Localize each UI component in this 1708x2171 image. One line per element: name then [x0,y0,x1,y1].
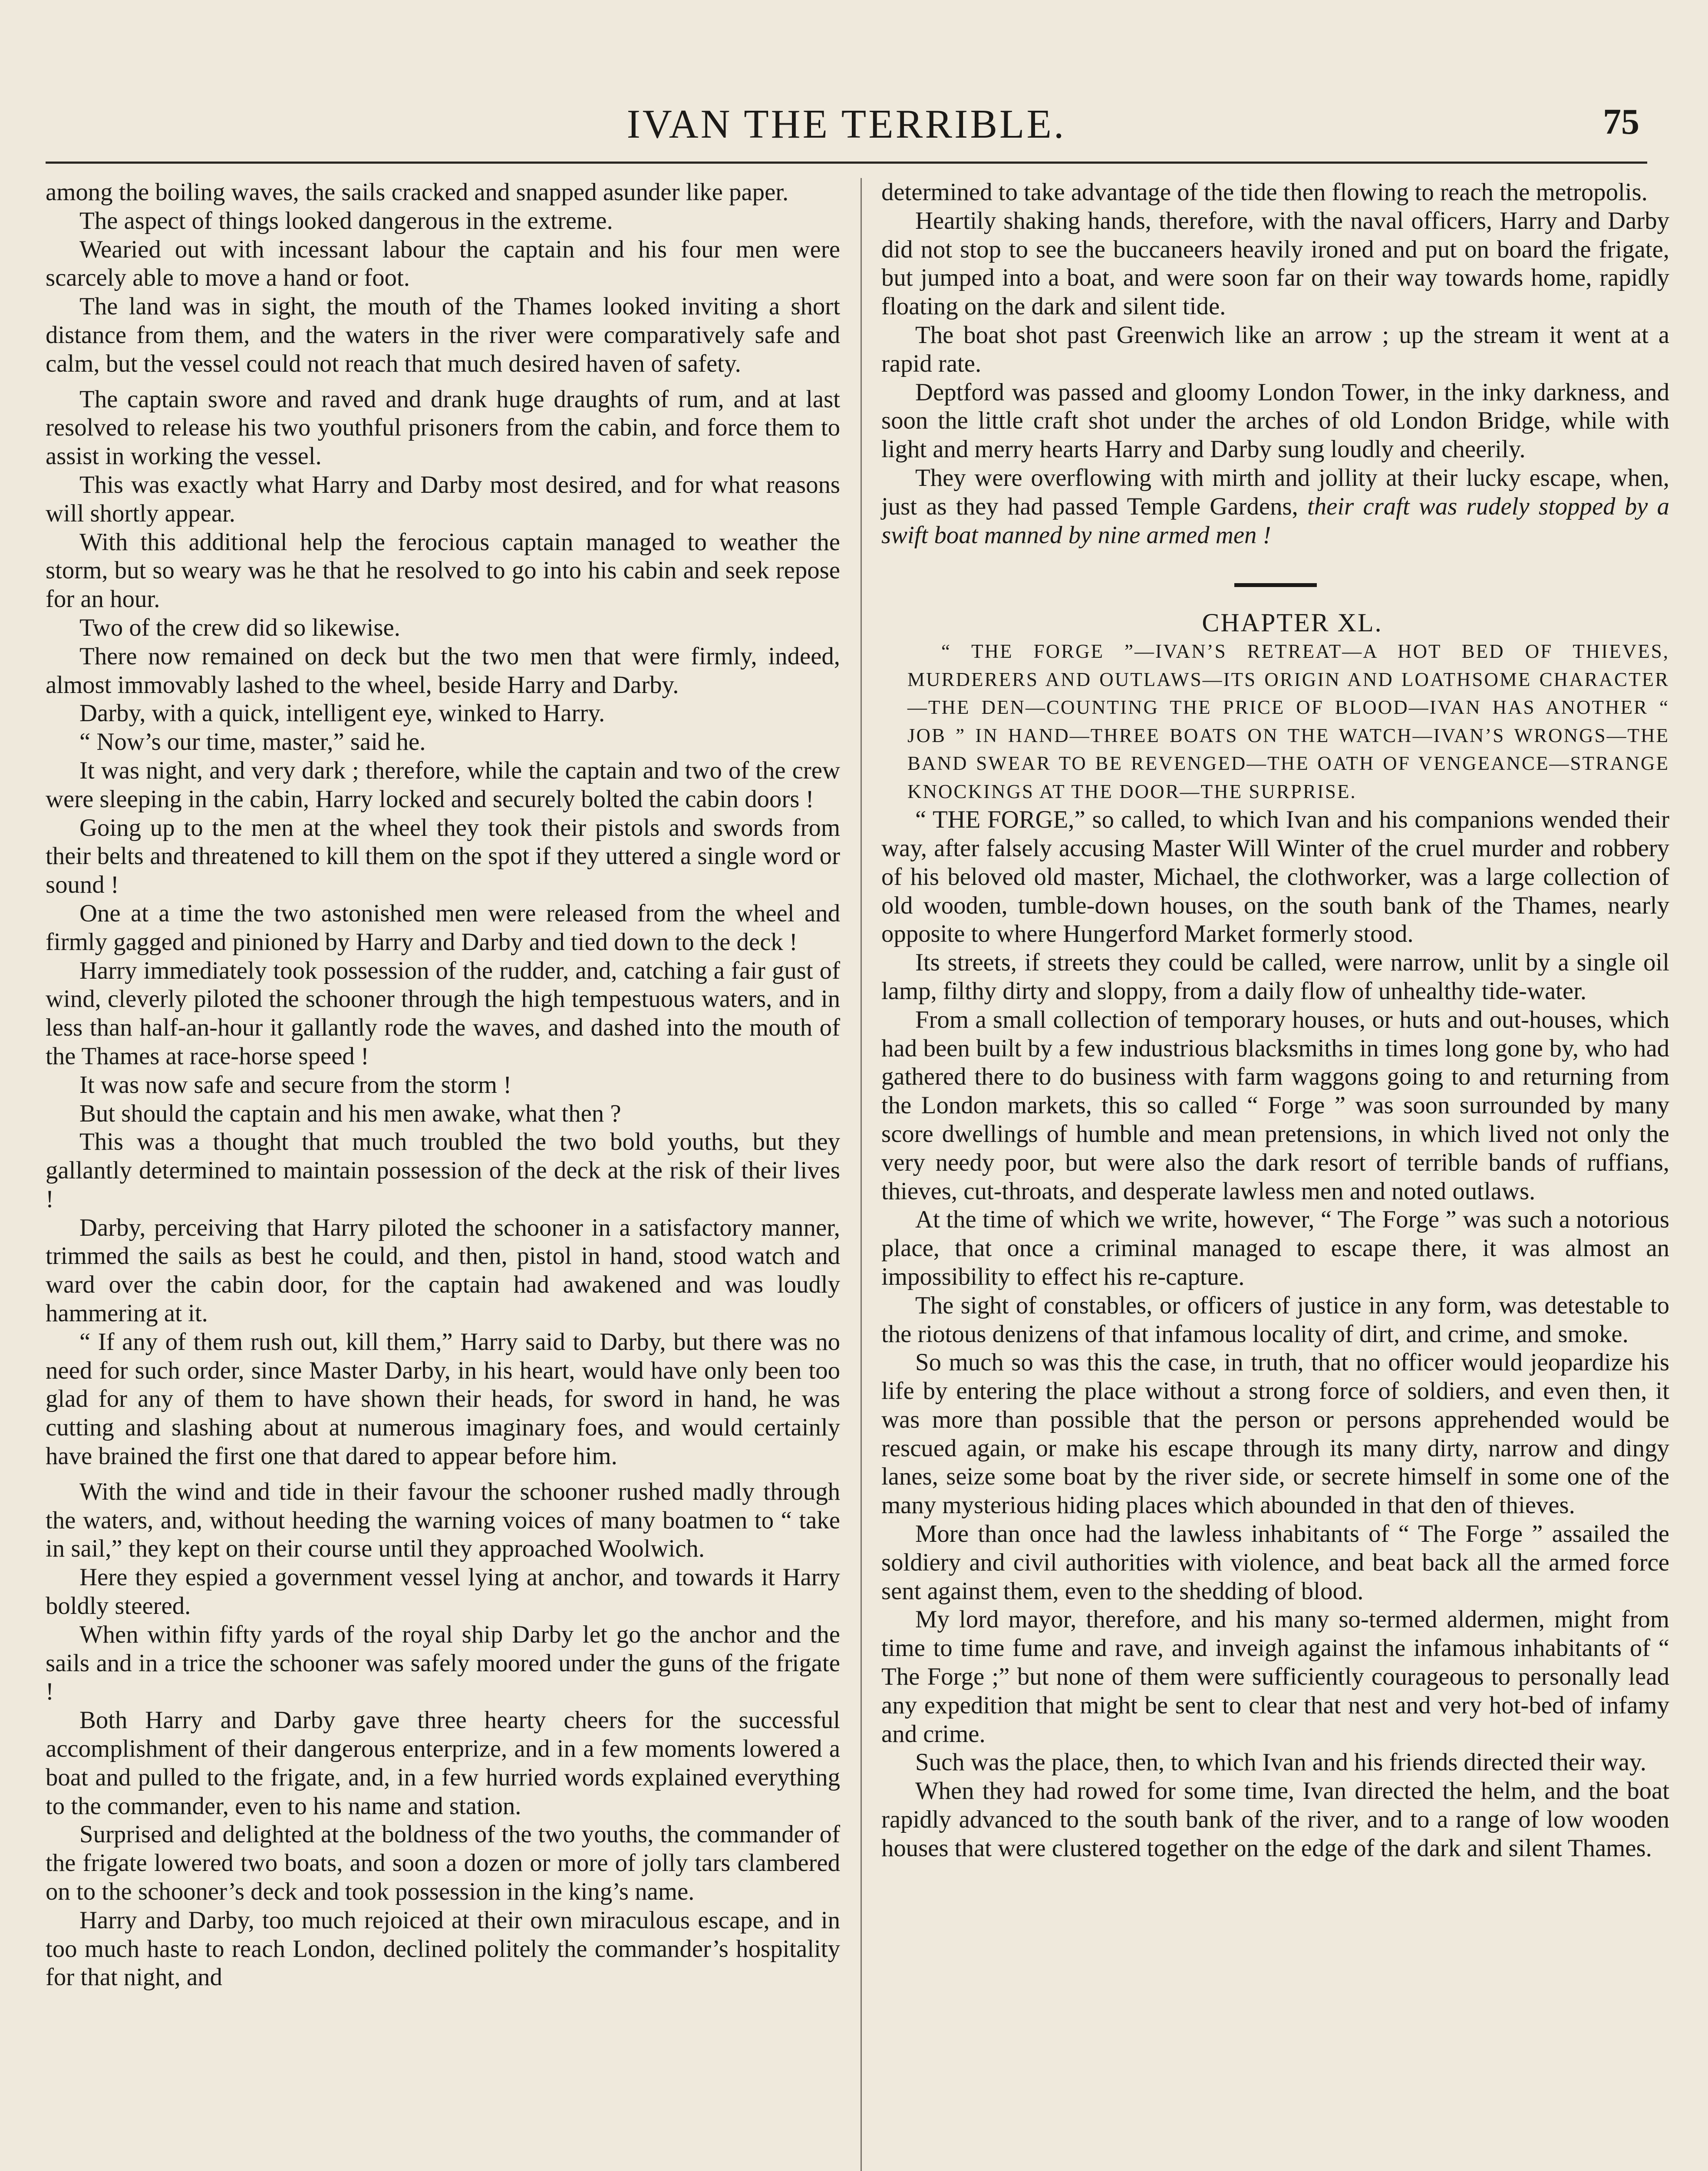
paragraph: This was a thought that much troubled the two bold youths, but they gallantly determined to maintain possession of the deck at the risk of their lives ! [46,1128,840,1213]
right-column-opening [881,178,1669,464]
paragraph: This was exactly what Harry and Darby most desired, and for what reasons will shortly appear. [46,471,840,527]
paragraph: The aspect of things looked dangerous in the extreme. [79,207,613,234]
column-divider [861,178,862,2171]
paragraph: Heartily shaking hands, therefore, with the naval officers, Harry and Darby did not stop to see the buccaneers heavily ironed and put on board the frigate, but jumped into a boat, and were soon far on their way towards home, rapidly floating on the dark and silent tide. [881,207,1669,320]
paragraph: It was now safe and secure from the storm ! [79,1071,512,1099]
paragraph: From a small collection of temporary houses, or huts and out-houses, which had been built by a few industrious blacksmiths in times long gone by, who had gathered there to do business with farm waggons going to and returning from the London markets, this so called “ Forge ” was soon surrounded by many score dwellings of humble and mean pretensions, in which lived not only the very needy poor, but were also the dark resort of terrible bands of ruffians, thieves, cut-throats, and desperate lawless men and noted outlaws. [881,1006,1669,1205]
paragraph: The boat shot past Greenwich like an arrow ; up the stream it went at a rapid rate. [881,321,1669,377]
paragraph: Deptford was passed and gloomy London Tower, in the inky darkness, and soon the little craft shot under the arches of old London Bridge, while with light and merry hearts Harry and Darby sung loudly and cheerily. [881,378,1669,463]
paragraph: Wearied out with incessant labour the captain and his four men were scarcely able to move a hand or foot. [46,235,840,292]
paragraph: At the time of which we write, however, “ The Forge ” was such a notorious place, that once a criminal managed to escape there, it was almost an impossibility to effect his re-capture. [881,1206,1669,1290]
paragraph: There now remained on deck but the two men that were firmly, indeed, almost immovably lashed to the wheel, beside Harry and Darby. [46,642,840,699]
paragraph-escape [881,464,1669,549]
paragraph: So much so was this the case, in truth, that no officer would jeopardize his life by entering the place without a strong force of soldiers, and even then, it was more than possible that the person or persons apprehended would be rescued again, or make his escape through its many dirty, narrow and dingy lanes, seize some boat by the river side, or secrete himself in some one of the many mysterious hiding places which abounded in that den of thieves. [881,1349,1669,1519]
left-column [46,178,840,1992]
running-head [46,96,1647,164]
paragraph: “ Now’s our time, master,” said he. [79,728,426,756]
paragraph: One at a time the two astonished men were released from the wheel and firmly gagged and pinioned by Harry and Darby and tied down to the deck ! [46,899,840,956]
paragraph: Its streets, if streets they could be called, were narrow, unlit by a single oil lamp, filthy dirty and sloppy, from a daily flow of unhealthy tide-water. [881,949,1669,1005]
paragraph: Darby, with a quick, intelligent eye, winked to Harry. [79,699,605,727]
paragraph: Surprised and delighted at the boldness of the two youths, the commander of the frigate lowered two boats, and soon a dozen or more of jolly tars clambered on to the schooner’s deck and took possession in the king’s name. [46,1821,840,1906]
escape-text: They were overflowing with mirth and jollity at their lucky escape, when, just as they had passed Temple Gardens, [881,464,1669,520]
right-column-chapter-text [881,805,1669,1862]
paragraph: Here they espied a government vessel lying at anchor, and towards it Harry boldly steered. [46,1564,840,1620]
right-column [881,178,1669,1863]
paragraph: With the wind and tide in their favour the schooner rushed madly through the waters, and, without heeding the warning voices of many boatmen to “ take in sail,” they kept on their course until they approached Woolwich. [46,1478,840,1563]
paragraph: “ THE FORGE,” so called, to which Ivan and his companions wended their way, after falsely accusing Master Will Winter of the cruel murder and robbery of his beloved old master, Michael, the clothworker, was a large collection of old wooden, tumble-down houses, on the south bank of the Thames, nearly opposite to where Hungerford Market formerly stood. [881,806,1669,948]
page-number: 75 [1603,102,1639,142]
paragraph: My lord mayor, therefore, and his many so-termed aldermen, might from time to time fume and rave, and inveigh against the infamous inhabitants of “ The Forge ;” but none of them were sufficiently courageous to personally lead any expedition that might be sent to clear that nest and very hot-bed of infamy and crime. [881,1606,1669,1748]
paragraph: It was night, and very dark ; therefore, while the captain and two of the crew were sleeping in the cabin, Harry locked and securely bolted the cabin doors ! [46,756,840,813]
paragraph: But should the captain and his men awake, what then ? [79,1099,621,1127]
paragraph: The sight of constables, or officers of justice in any form, was detestable to the riotous denizens of that infamous locality of dirt, and crime, and smoke. [881,1291,1669,1348]
paragraph: Darby, perceiving that Harry piloted the schooner in a satisfactory manner, trimmed the sails as best he could, and then, pistol in hand, stood watch and ward over the cabin door, for the captain had awakened and was loudly hammering at it. [46,1214,840,1327]
paragraph: Both Harry and Darby gave three hearty cheers for the successful accomplishment of their dangerous enterprize, and in a few moments lowered a boat and pulled to the frigate, and, in a few hurried words explained everything to the commander, even to his name and station. [46,1706,840,1820]
paragraph: When within fifty yards of the royal ship Darby let go the anchor and the sails and in a trice the schooner was safely moored under the guns of the frigate ! [46,1620,840,1706]
chapter-title: CHAPTER XL. [1202,608,1383,637]
paragraph: With this additional help the ferocious captain managed to weather the storm, but so weary was he that he resolved to go into his cabin and seek repose for an hour. [46,528,840,613]
paragraph: When they had rowed for some time, Ivan directed the helm, and the boat rapidly advanced to the south bank of the river, and to a range of low wooden houses that were clustered together on the edge of the dark and silent Thames. [881,1777,1669,1862]
escape-italic-text: their craft was rudely stopped by a swift boat manned by nine armed men ! [881,492,1669,549]
paragraph: Going up to the men at the wheel they took their pistols and swords from their belts and threatened to kill them on the spot if they uttered a single word or sound ! [46,814,840,899]
paragraph: Harry immediately took possession of the rudder, and, catching a fair gust of wind, cleverly piloted the schooner through the high tempestuous waters, and in less than half-an-hour it gallantly rode the waves, and dashed into the mouth of the Thames at race-horse speed ! [46,957,840,1070]
paragraph: Harry and Darby, too much rejoiced at their own miraculous escape, and in too much haste to reach London, declined politely the commander’s hospitality for that night, and [46,1906,840,1991]
paragraph: Such was the place, then, to which Ivan and his friends directed their way. [915,1749,1646,1776]
chapter-divider [1234,583,1317,587]
chapter-summary: “ THE FORGE ”—IVAN’S RETREAT—A HOT BED OF THIEVES, MURDERERS AND OUTLAWS—ITS ORIGIN AND LOATHSOME CHARACTER—THE DEN—COUNTING THE PRICE OF BLOOD—IVAN HAS ANOTHER “ JOB ” IN HAND—THREE BOATS ON THE WATCH—IVAN’S WRONGS—THE BAND SWEAR TO BE REVENGED—THE OATH OF VENGEANCE—STRANGE KNOCKINGS AT THE DOOR—THE SURPRISE. [907,640,1669,802]
paragraph: Two of the crew did so likewise. [79,614,400,641]
page-title: IVAN THE TERRIBLE. [626,102,1066,147]
paragraph: determined to take advantage of the tide then flowing to reach the metropolis. [881,178,1648,206]
paragraph: The captain swore and raved and drank huge draughts of rum, and at last resolved to release his two youthful prisoners from the cabin, and force them to assist in working the vessel. [46,385,840,470]
paragraph: The land was in sight, the mouth of the Thames looked inviting a short distance from them, and the waters in the river were comparatively safe and calm, but the vessel could not reach that much desired haven of safety. [46,293,840,377]
paragraph: among the boiling waves, the sails cracked and snapped asunder like paper. [46,178,789,206]
paragraph: “ If any of them rush out, kill them,” Harry said to Darby, but there was no need for such order, since Master Darby, in his heart, would have only been too glad for any of them to have shown their heads, for sword in hand, he was cutting and slashing about at numerous imaginary foes, and would certainly have brained the first one that dared to appear before him. [46,1328,840,1470]
paragraph: More than once had the lawless inhabitants of “ The Forge ” assailed the soldiery and civil authorities with violence, and beat back all the armed force sent against them, even to the shedding of blood. [881,1520,1669,1605]
